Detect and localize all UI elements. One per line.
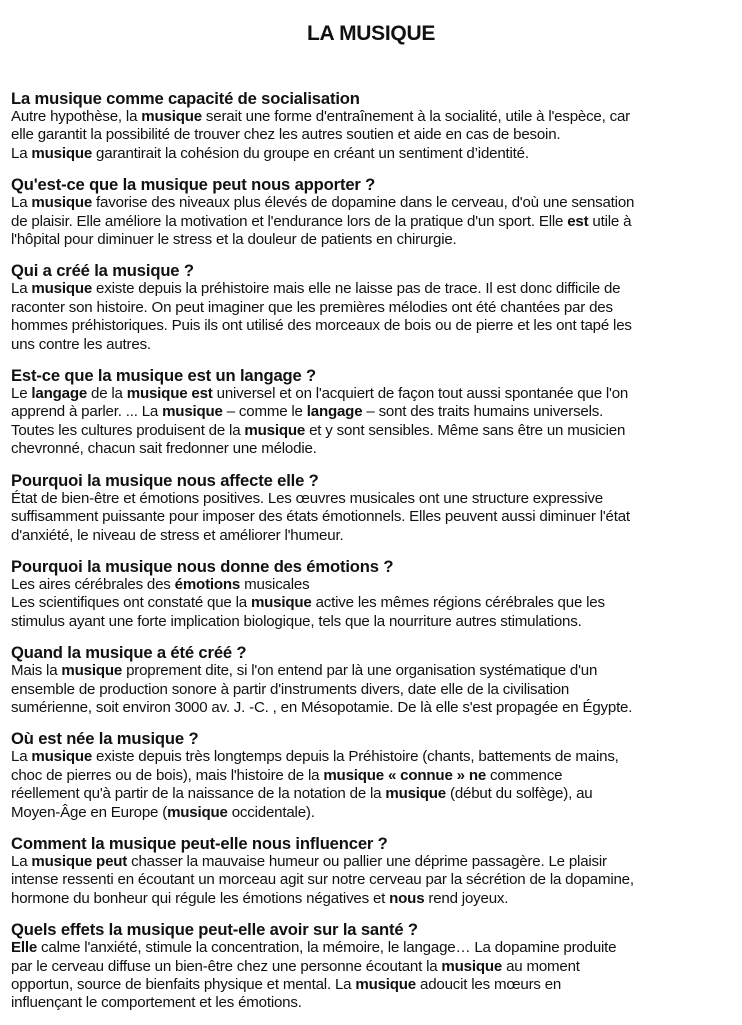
section-heading: Pourquoi la musique nous donne des émotions ?	[11, 556, 394, 576]
text: commence	[486, 766, 563, 784]
text: existe depuis la préhistoire mais elle ne laisse pas de trace. Il est donc difficile de	[92, 280, 621, 298]
bold-text: musique	[31, 748, 93, 766]
bold-text: musique	[162, 403, 223, 421]
bold-text: musique	[31, 144, 93, 162]
page-title: LA MUSIQUE	[306, 22, 436, 45]
text: l'hôpital pour diminuer le stress et la douleur de patients en chirurgie.	[11, 231, 457, 249]
body-line	[11, 336, 736, 354]
body-line	[11, 231, 736, 249]
bold-text: musique peut	[31, 852, 128, 870]
bold-text: musique	[441, 957, 503, 975]
bold-text: musique	[355, 976, 417, 993]
body-line	[11, 317, 736, 335]
body-line	[11, 422, 736, 440]
text: La	[11, 280, 32, 298]
body-line	[11, 662, 736, 680]
body-line	[11, 871, 736, 889]
body-line	[11, 403, 736, 421]
body-line	[11, 958, 736, 976]
text: de plaisir. Elle améliore la motivation et l'endurance lors de la pratique d'un sport. Elle	[11, 212, 568, 230]
body-line	[11, 594, 736, 612]
section-heading: Où est née la musique ?	[11, 729, 199, 749]
bold-text: musique	[244, 421, 306, 439]
bold-text: émotions	[174, 575, 241, 593]
text: par le cerveau diffuse un bien-être chez une personne écoutant la	[11, 957, 442, 975]
text: – sont des traits humains universels.	[362, 403, 604, 421]
section-heading: Est-ce que la musique est un langage ?	[11, 366, 317, 386]
text: Autre hypothèse, la	[11, 108, 142, 125]
bold-text: langage	[306, 403, 363, 421]
text: Toutes les cultures produisent de la	[11, 421, 245, 439]
body-line	[11, 576, 736, 594]
body-line	[11, 145, 736, 163]
body-line	[11, 748, 736, 766]
text: hormone du bonheur qui régule les émotions négatives et	[11, 889, 390, 907]
text: – comme le	[222, 403, 307, 421]
section	[11, 834, 736, 908]
bold-text: musique « connue » ne	[323, 766, 487, 784]
text: Moyen-Âge en Europe (	[11, 803, 168, 821]
bold-text: musique	[250, 594, 312, 612]
bold-text: musique	[31, 194, 93, 212]
text: chevronné, chacun sait fredonner une mélodie.	[11, 440, 317, 458]
text: calme l'anxiété, stimule la concentration, la mémoire, le langage… La dopamine produite	[37, 939, 617, 957]
text: réellement qu'à partir de la naissance de la notation de la	[11, 785, 386, 803]
bold-text: est	[567, 212, 589, 230]
text: et y sont sensibles. Même sans être un musicien	[305, 421, 626, 439]
section-heading: Qu'est-ce que la musique peut nous apporter ?	[11, 175, 376, 195]
body-line	[11, 767, 736, 785]
text: La	[11, 144, 32, 162]
text: adoucit les mœurs en	[416, 976, 562, 993]
text: universel et on l'acquiert de façon tout aussi spontanée que l'on	[212, 385, 629, 403]
section-heading: Qui a créé la musique ?	[11, 261, 194, 281]
text: rend joyeux.	[424, 889, 509, 907]
body-line	[11, 699, 736, 717]
text: Le	[11, 385, 32, 403]
body-line	[11, 613, 736, 631]
section-body	[11, 280, 736, 354]
section	[11, 920, 736, 1013]
body-line	[11, 785, 736, 803]
text: La	[11, 194, 32, 212]
section	[11, 175, 736, 249]
text: intense ressenti en écoutant un morceau agit sur notre cerveau par la sécrétion de la dopamine,	[11, 871, 634, 889]
text: stimulus ayant une forte implication biologique, tels que la nourriture autres stimulations.	[11, 612, 582, 630]
body-line	[11, 385, 736, 403]
text: occidentale).	[227, 803, 315, 821]
text: raconter son histoire. On peut imaginer que les premières mélodies ont été chantées par des	[11, 298, 613, 316]
section-body	[11, 662, 736, 717]
body-line	[11, 994, 736, 1012]
body-line	[11, 108, 736, 126]
text: favorise des niveaux plus élevés de dopamine dans le cerveau, d'où une sensation	[92, 194, 635, 212]
body-line	[11, 527, 736, 545]
body-line	[11, 853, 736, 871]
text: utile à	[588, 212, 632, 230]
section-body	[11, 385, 736, 459]
bold-text: Elle	[11, 939, 38, 957]
section-heading: Pourquoi la musique nous affecte elle ?	[11, 470, 319, 490]
bold-text: musique	[385, 785, 447, 803]
section-body	[11, 576, 736, 631]
body-line	[11, 490, 736, 508]
section	[11, 261, 736, 354]
text: existe depuis très longtemps depuis la Préhistoire (chants, battements de mains,	[92, 748, 619, 766]
bold-text: langage	[31, 385, 88, 403]
text: influençant le comportement et les émotions.	[11, 994, 302, 1012]
text: chasser la mauvaise humeur ou pallier une déprime passagère. Le plaisir	[127, 852, 607, 870]
body-line	[11, 976, 736, 994]
section-heading: Quels effets la musique peut-elle avoir sur la santé ?	[11, 920, 418, 940]
text: Les aires cérébrales des	[11, 575, 175, 593]
section-body	[11, 108, 736, 163]
section-body	[11, 748, 736, 822]
text: Les scientifiques ont constaté que la	[11, 594, 251, 612]
section-body	[11, 853, 736, 908]
bold-text: nous	[389, 889, 425, 907]
body-line	[11, 508, 736, 526]
text: (début du solfège), au	[446, 785, 593, 803]
body-line	[11, 939, 736, 957]
body-line	[11, 280, 736, 298]
text: au moment	[502, 957, 580, 975]
text: Mais la	[11, 662, 62, 680]
text: hommes préhistoriques. Puis ils ont utilisé des morceaux de bois ou de pierre et les ont tapé les	[11, 317, 632, 335]
text: La	[11, 748, 32, 766]
text: de la	[87, 385, 127, 403]
text: uns contre les autres.	[11, 335, 151, 353]
body-line	[11, 681, 736, 699]
body-line	[11, 299, 736, 317]
section-heading: Comment la musique peut-elle nous influencer ?	[11, 833, 388, 853]
body-line	[11, 194, 736, 212]
text: sumérienne, soit environ 3000 av. J. -C. , en Mésopotamie. De là elle s'est propagée en Égypte.	[11, 698, 633, 716]
text: opportun, source de bienfaits physique et mental. La	[11, 976, 356, 993]
bold-text: musique	[61, 662, 123, 680]
section	[11, 89, 736, 163]
document-content	[11, 89, 736, 1025]
section	[11, 643, 736, 717]
text: La	[11, 852, 32, 870]
text: d'anxiété, le niveau de stress et améliorer l'humeur.	[11, 526, 344, 544]
body-line	[11, 126, 736, 144]
section-body	[11, 939, 736, 1013]
bold-text: musique	[167, 803, 228, 821]
body-line	[11, 890, 736, 908]
text: serait une forme d'entraînement à la socialité, utile à l'espèce, car	[201, 108, 630, 125]
text: suffisamment puissante pour imposer des états émotionnels. Elles peuvent aussi diminuer l'état	[11, 508, 630, 526]
bold-text: musique	[141, 108, 202, 125]
section-heading: La musique comme capacité de socialisation	[11, 89, 360, 108]
bold-text: musique est	[126, 385, 213, 403]
section	[11, 557, 736, 631]
text: choc de pierres ou de bois), mais l'histoire de la	[11, 766, 324, 784]
bold-text: musique	[31, 280, 93, 298]
section-body	[11, 194, 736, 249]
text: elle garantit la possibilité de trouver chez les autres soutien et aide en cas de besoin.	[11, 126, 561, 144]
body-line	[11, 440, 736, 458]
section-body	[11, 490, 736, 545]
section	[11, 471, 736, 545]
body-line	[11, 213, 736, 231]
text: active les mêmes régions cérébrales que les	[311, 594, 605, 612]
text: État de bien-être et émotions positives. Les œuvres musicales ont une structure expressive	[11, 489, 603, 507]
section	[11, 729, 736, 822]
text: apprend à parler. ... La	[11, 403, 163, 421]
body-line	[11, 804, 736, 822]
text: ensemble de production sonore à partir d'instruments divers, date elle de la civilisation	[11, 680, 570, 698]
section-heading: Quand la musique a été créé ?	[11, 643, 247, 663]
text: garantirait la cohésion du groupe en créant un sentiment d’identité.	[92, 144, 529, 162]
text: proprement dite, si l'on entend par là une organisation systématique d'un	[122, 662, 598, 680]
text: musicales	[240, 575, 310, 593]
section	[11, 366, 736, 459]
